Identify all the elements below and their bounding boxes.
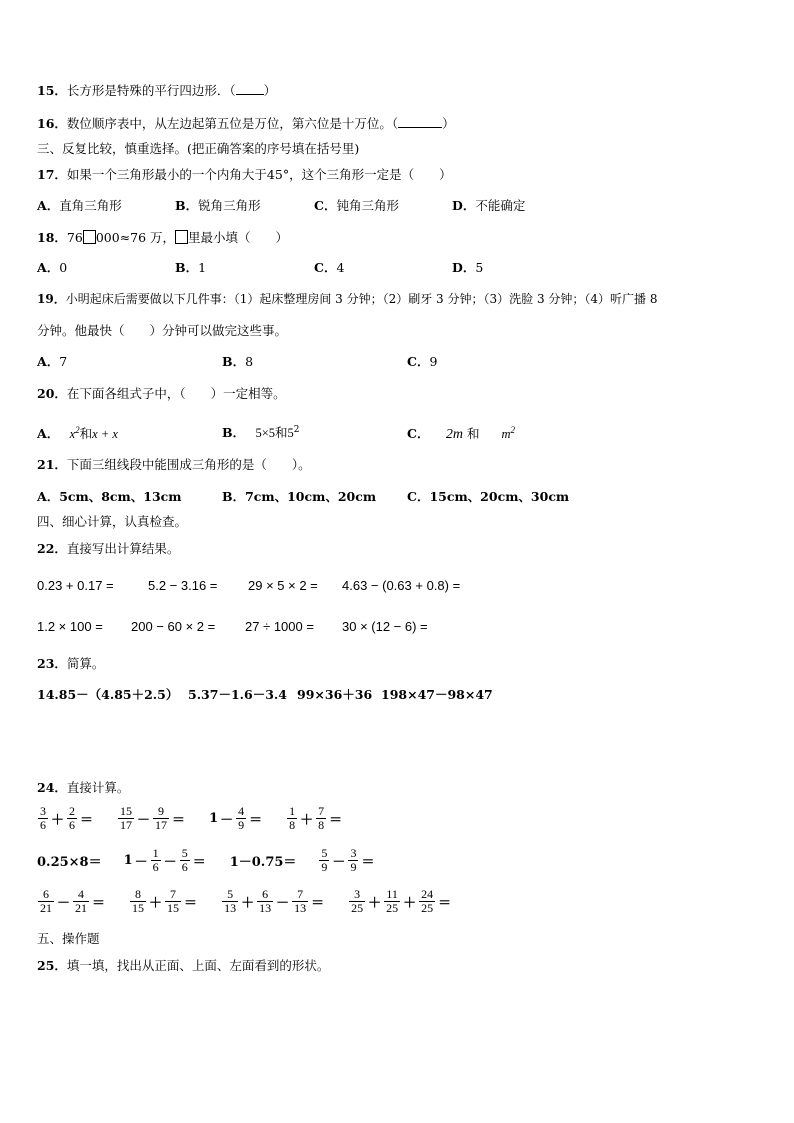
option-text: 9 — [429, 354, 438, 369]
option-c[interactable] — [314, 197, 399, 215]
option-letter: C． — [407, 354, 430, 369]
denominator: 8 — [289, 818, 296, 832]
denominator: 6 — [181, 860, 188, 874]
option-letter: A． — [37, 260, 60, 275]
calc-item: 0.25×8＝ — [37, 855, 102, 870]
section-heading-5: 五、操作题 — [37, 931, 100, 946]
question-19-line2: 分钟。他最快（ ）分钟可以做完这些事。 — [37, 323, 288, 338]
fraction-row-3 — [37, 888, 475, 915]
fraction — [236, 805, 246, 832]
option-text: 7 — [59, 354, 68, 369]
minus-sign: － — [276, 896, 290, 911]
question-20 — [37, 385, 286, 403]
fraction-row-1 — [37, 805, 366, 832]
option-a[interactable] — [37, 197, 122, 215]
calc-item — [124, 847, 208, 874]
minus-sign: － — [163, 855, 177, 870]
option-text: 钝角三角形 — [336, 198, 399, 213]
denominator: 6 — [40, 818, 46, 832]
equals-sign: ＝ — [92, 896, 106, 911]
numerator: 3 — [40, 804, 46, 818]
question-number: 17． — [37, 167, 67, 182]
option-c[interactable] — [407, 353, 437, 371]
numerator: 1 — [152, 846, 159, 860]
option-b[interactable] — [222, 421, 300, 442]
exponent: 2 — [293, 425, 300, 435]
denominator: 21 — [75, 901, 88, 915]
question-number: 18． — [37, 230, 67, 245]
fraction — [287, 805, 297, 832]
numerator: 6 — [43, 887, 49, 901]
numerator: 11 — [386, 887, 398, 901]
paren-close: ） — [263, 83, 277, 98]
question-number: 19． — [37, 292, 66, 306]
calc-item: 29 × 5 × 2 = — [248, 578, 318, 593]
option-c[interactable] — [407, 488, 569, 506]
answer-blank[interactable] — [398, 115, 442, 128]
digit-box — [83, 230, 96, 244]
fraction — [38, 888, 54, 915]
math-expression: 5×5 — [255, 426, 275, 441]
math-expression: x + x — [92, 427, 118, 442]
option-text: 不能确定 — [475, 198, 526, 213]
fraction — [118, 805, 134, 832]
plus-sign: ＋ — [51, 813, 65, 828]
denominator: 15 — [132, 901, 145, 915]
calc-item — [37, 805, 95, 832]
whole-number: 1 — [209, 811, 219, 826]
question-21 — [37, 456, 311, 474]
question-text: 直接写出计算结果。 — [66, 541, 180, 556]
calc-item — [318, 847, 376, 874]
option-letter: D． — [452, 198, 476, 213]
denominator: 6 — [69, 818, 76, 832]
calc-item: 14.85－（4.85＋2.5） — [37, 687, 179, 702]
calc-item — [129, 888, 199, 915]
minus-sign: － — [137, 813, 151, 828]
question-17 — [37, 166, 452, 184]
numerator: 2 — [69, 804, 76, 818]
calc-item: 30 × (12 − 6) = — [342, 619, 428, 634]
denominator: 15 — [167, 901, 180, 915]
question-text: 如果一个三角形最小的一个内角大于45°，这个三角形一定是（ ） — [66, 167, 452, 182]
question-text: 长方形是特殊的平行四边形．（ — [66, 83, 236, 98]
option-text: 1 — [198, 260, 207, 275]
fraction — [153, 805, 169, 832]
denominator: 21 — [40, 901, 52, 915]
option-text: 直角三角形 — [59, 198, 122, 213]
numerator: 4 — [238, 804, 245, 818]
paren-close: ） — [442, 116, 455, 131]
question-text: 下面三组线段中能围成三角形的是（ ）。 — [66, 457, 311, 472]
minus-sign: － — [220, 813, 234, 828]
denominator: 13 — [294, 901, 307, 915]
numerator: 8 — [135, 887, 142, 901]
fraction — [292, 888, 308, 915]
numerator: 7 — [170, 887, 177, 901]
option-letter: A． — [37, 354, 60, 369]
question-24 — [37, 779, 129, 797]
numerator: 5 — [321, 846, 328, 860]
fraction — [319, 847, 329, 874]
question-number: 16． — [37, 116, 67, 131]
section-heading-3: 三、反复比较，慎重选择。(把正确答案的序号填在括号里) — [37, 141, 360, 156]
question-number: 25． — [37, 958, 67, 973]
calc-item: 1－0.75＝ — [229, 855, 297, 870]
denominator: 8 — [318, 818, 325, 832]
fraction — [222, 888, 238, 915]
option-b[interactable] — [175, 259, 206, 277]
calc-item — [37, 888, 107, 915]
equals-sign: ＝ — [80, 813, 94, 828]
calc-item: 5.37－1.6－3.4 — [188, 687, 287, 702]
fraction — [349, 888, 365, 915]
option-letter: C． — [407, 489, 430, 504]
option-d[interactable] — [452, 259, 483, 277]
calc-item: 99×36＋36 — [297, 687, 373, 702]
plus-sign: ＋ — [300, 813, 314, 828]
numerator: 3 — [350, 846, 357, 860]
question-19 — [37, 290, 658, 308]
denominator: 17 — [155, 818, 168, 832]
equals-sign: ＝ — [184, 896, 198, 911]
calc-item: 0.23 + 0.17 = — [37, 578, 114, 593]
fraction — [67, 805, 77, 832]
option-text: 15cm、20cm、30cm — [429, 489, 570, 504]
option-letter: A． — [37, 426, 60, 442]
numerator: 9 — [158, 804, 165, 818]
plus-sign: ＋ — [403, 896, 417, 911]
exponent: 2 — [510, 425, 515, 435]
option-a[interactable] — [37, 353, 67, 371]
numerator: 15 — [120, 804, 133, 818]
math-expression: 5 — [287, 426, 294, 441]
denominator: 25 — [351, 901, 364, 915]
calc-item: 1.2 × 100 = — [37, 619, 103, 634]
calc-item — [209, 805, 264, 832]
numerator: 5 — [181, 846, 188, 860]
denominator: 13 — [259, 901, 272, 915]
denominator: 9 — [321, 860, 328, 874]
minus-sign: － — [57, 896, 71, 911]
digit-box — [175, 230, 188, 244]
fraction — [316, 805, 326, 832]
calc-item: 4.63 − (0.63 + 0.8) = — [342, 578, 461, 593]
option-letter: A． — [37, 489, 60, 504]
fraction — [180, 847, 190, 874]
calc-item — [117, 805, 187, 832]
minus-sign: － — [134, 855, 148, 870]
option-b[interactable] — [222, 488, 376, 506]
option-letter: B． — [175, 198, 199, 213]
option-c[interactable] — [407, 421, 515, 444]
question-text: 在下面各组式子中，（ ）一定相等。 — [66, 386, 286, 401]
question-18 — [37, 229, 288, 247]
numerator: 24 — [421, 887, 434, 901]
option-c[interactable] — [314, 259, 344, 277]
exponent: 2 — [75, 425, 80, 435]
calc-item: 198×47－98×47 — [381, 687, 493, 702]
denominator: 13 — [224, 901, 237, 915]
section-heading-4: 四、细心计算，认真检查。 — [37, 514, 188, 529]
equals-sign: ＝ — [249, 813, 263, 828]
fraction — [257, 888, 273, 915]
question-number: 23． — [37, 656, 67, 671]
conjunction: 和 — [275, 425, 288, 441]
numerator: 7 — [297, 887, 304, 901]
denominator: 6 — [152, 860, 159, 874]
equals-sign: ＝ — [172, 813, 186, 828]
option-letter: A． — [37, 198, 60, 213]
equals-sign: ＝ — [329, 813, 343, 828]
number-prefix: 76 — [66, 230, 83, 245]
numerator: 5 — [227, 887, 234, 901]
option-b[interactable] — [175, 197, 261, 215]
denominator: 17 — [120, 818, 133, 832]
option-text: 锐角三角形 — [198, 198, 261, 213]
question-number: 24． — [37, 780, 67, 795]
option-a[interactable] — [37, 421, 118, 443]
question-text: 数位顺序表中，从左边起第五位是万位，第六位是十万位。（ — [66, 116, 399, 131]
option-a[interactable] — [37, 259, 67, 277]
denominator: 9 — [238, 818, 245, 832]
conjunction: 和 — [466, 426, 480, 442]
question-16 — [37, 115, 455, 133]
option-text: 4 — [336, 260, 345, 275]
option-letter: B． — [222, 489, 246, 504]
number-suffix: 000≈76 万， — [95, 230, 176, 245]
answer-blank[interactable] — [236, 82, 264, 95]
numerator: 3 — [354, 887, 361, 901]
denominator: 25 — [421, 901, 434, 915]
fraction — [165, 888, 181, 915]
question-text: 直接计算。 — [66, 780, 130, 795]
math-expression: 2m — [445, 427, 463, 443]
equals-sign: ＝ — [361, 855, 375, 870]
math-expression: m — [501, 427, 511, 442]
question-text: 填一填，找出从正面、上面、左面看到的形状。 — [66, 958, 330, 973]
option-letter: B． — [222, 354, 246, 369]
option-letter: C． — [407, 426, 430, 442]
option-letter: C． — [314, 260, 337, 275]
option-text: 5 — [475, 260, 484, 275]
calc-item — [221, 888, 326, 915]
plus-sign: ＋ — [241, 896, 255, 911]
numerator: 1 — [289, 804, 296, 818]
equals-sign: ＝ — [192, 855, 206, 870]
question-22 — [37, 540, 179, 558]
question-number: 15． — [37, 83, 67, 98]
numerator: 4 — [78, 887, 85, 901]
option-letter: B． — [222, 425, 246, 441]
question-text: 里最小填（ ） — [188, 230, 289, 245]
denominator: 25 — [386, 901, 399, 915]
calc-item — [286, 805, 344, 832]
option-letter: C． — [314, 198, 337, 213]
fraction — [38, 805, 48, 832]
math-expression: x — [69, 427, 76, 442]
option-letter: B． — [175, 260, 199, 275]
fraction — [348, 847, 358, 874]
option-a[interactable] — [37, 488, 182, 506]
fraction-row-2 — [37, 847, 398, 874]
fraction — [384, 888, 400, 915]
conjunction: 和 — [79, 426, 93, 442]
option-d[interactable] — [452, 197, 525, 215]
question-number: 21． — [37, 457, 67, 472]
question-25 — [37, 957, 329, 975]
calc-item: 200 − 60 × 2 = — [131, 619, 216, 634]
numerator: 7 — [318, 804, 325, 818]
numerator: 6 — [262, 887, 269, 901]
calc-item: 27 ÷ 1000 = — [245, 619, 314, 634]
option-text: 7cm、10cm、20cm — [245, 489, 377, 504]
question-number: 20． — [37, 386, 67, 401]
question-23 — [37, 655, 104, 673]
option-text: 8 — [245, 354, 254, 369]
option-text: 0 — [59, 260, 68, 275]
question-text: 小明起床后需要做以下几件事：（1）起床整理房间 3 分钟；（2）刷牙 3 分钟；（3）洗脸 3 分钟；（4）听广播 8 — [65, 292, 658, 306]
denominator: 9 — [350, 860, 357, 874]
fraction — [419, 888, 435, 915]
calc-item — [348, 888, 453, 915]
question-text: 简算。 — [66, 656, 105, 671]
option-text: 5cm、8cm、13cm — [59, 489, 182, 504]
option-letter: D． — [452, 260, 476, 275]
fraction — [151, 847, 161, 874]
fraction — [73, 888, 89, 915]
equals-sign: ＝ — [311, 896, 325, 911]
question-15 — [37, 82, 276, 100]
calc-item: 5.2 − 3.16 = — [148, 578, 218, 593]
equals-sign: ＝ — [438, 896, 452, 911]
whole-number: 1 — [123, 853, 133, 868]
fraction — [130, 888, 146, 915]
question-number: 22． — [37, 541, 67, 556]
option-b[interactable] — [222, 353, 253, 371]
plus-sign: ＋ — [368, 896, 382, 911]
plus-sign: ＋ — [149, 896, 163, 911]
minus-sign: － — [332, 855, 346, 870]
